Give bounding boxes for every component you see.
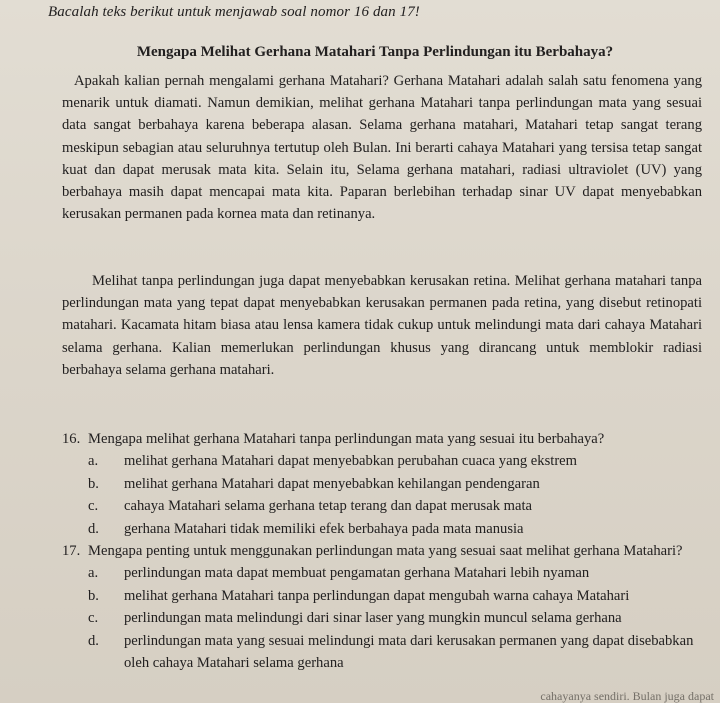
option-letter: d. bbox=[88, 632, 99, 649]
option-text: perlindungan mata melindungi dari sinar laser yang mungkin muncul selama gerhana bbox=[124, 610, 622, 627]
question-16 bbox=[62, 428, 702, 540]
passage-paragraph-1: Apakah kalian pernah mengalami gerhana Matahari? Gerhana Matahari adalah salah satu fenomena yang menarik untuk diamati. Namun demikian, melihat gerhana Matahari tanpa perlindungan mata yang sesuai data sangat berbahaya karena beberapa alasan. Selama gerhana matahari, Matahari tetap sangat terang meskipun sebagian atau seluruhnya tertutup oleh Bulan. Ini berarti cahaya Matahari yang tersisa tetap sangat kuat dan dapat merusak mata kita. Selain itu, Selama gerhana matahari, radiasi ultraviolet (UV) yang berbahaya masih dapat mencapai mata kita. Paparan berlebihan terhadap sinar UV dapat menyebabkan kerusakan permanen pada kornea mata dan retinanya. bbox=[62, 73, 702, 223]
answer-option-d bbox=[88, 518, 702, 540]
option-text: melihat gerhana Matahari tanpa perlindungan dapat mengubah warna cahaya Matahari bbox=[124, 587, 630, 604]
question-text: Mengapa penting untuk menggunakan perlindungan mata yang sesuai saat melihat gerhana Matahari? bbox=[88, 543, 683, 559]
answer-option-a bbox=[88, 562, 702, 584]
option-letter: c. bbox=[88, 610, 99, 627]
answer-option-a bbox=[88, 450, 702, 472]
option-text: gerhana Matahari tidak memiliki efek berbahaya pada mata manusia bbox=[124, 520, 524, 537]
question-17 bbox=[62, 540, 702, 674]
option-letter: b. bbox=[88, 587, 99, 604]
question-number: 16. bbox=[62, 431, 81, 447]
answer-option-d bbox=[88, 630, 702, 675]
answer-options bbox=[62, 450, 702, 540]
question-stem bbox=[62, 428, 702, 450]
option-text: perlindungan mata yang sesuai melindungi mata dari kerusakan permanen yang dapat disebabkan oleh cahaya Matahari selama gerhana bbox=[124, 632, 694, 672]
option-text: cahaya Matahari selama gerhana tetap terang dan dapat merusak mata bbox=[124, 498, 533, 515]
option-letter: c. bbox=[88, 498, 99, 515]
reading-instruction: Bacalah teks berikut untuk menjawab soal nomor 16 dan 17! bbox=[48, 4, 420, 20]
answer-option-b bbox=[88, 585, 702, 607]
passage-title: Mengapa Melihat Gerhana Matahari Tanpa Perlindungan itu Berbahaya? bbox=[136, 44, 614, 60]
option-letter: b. bbox=[88, 475, 99, 492]
answer-options bbox=[62, 562, 702, 674]
option-text: perlindungan mata dapat membuat pengamatan gerhana Matahari lebih nyaman bbox=[124, 565, 590, 582]
answer-option-b bbox=[88, 473, 702, 495]
question-number: 17. bbox=[62, 543, 81, 559]
next-page-text-fragment: cahayanya sendiri. Bulan juga dapat bbox=[540, 689, 714, 703]
option-letter: a. bbox=[88, 453, 99, 470]
option-text: melihat gerhana Matahari dapat menyebabkan kehilangan pendengaran bbox=[124, 475, 540, 492]
answer-option-c bbox=[88, 495, 702, 517]
question-text: Mengapa melihat gerhana Matahari tanpa perlindungan mata yang sesuai itu berbahaya? bbox=[88, 431, 605, 447]
option-letter: a. bbox=[88, 565, 99, 582]
option-letter: d. bbox=[88, 520, 99, 537]
option-text: melihat gerhana Matahari dapat menyebabkan perubahan cuaca yang ekstrem bbox=[124, 453, 578, 470]
question-stem bbox=[62, 540, 702, 562]
answer-option-c bbox=[88, 607, 702, 629]
passage-paragraph-2: Melihat tanpa perlindungan juga dapat menyebabkan kerusakan retina. Melihat gerhana matahari tanpa perlindungan mata yang tepat dapat menyebabkan kerusakan permanen pada retina, yang disebut retinopati matahari. Kacamata hitam biasa atau lensa kamera tidak cukup untuk melindungi mata dari cahaya Matahari selama gerhana. Kalian memerlukan perlindungan khusus yang dirancang untuk memblokir radiasi berbahaya selama gerhana matahari. bbox=[62, 273, 702, 378]
